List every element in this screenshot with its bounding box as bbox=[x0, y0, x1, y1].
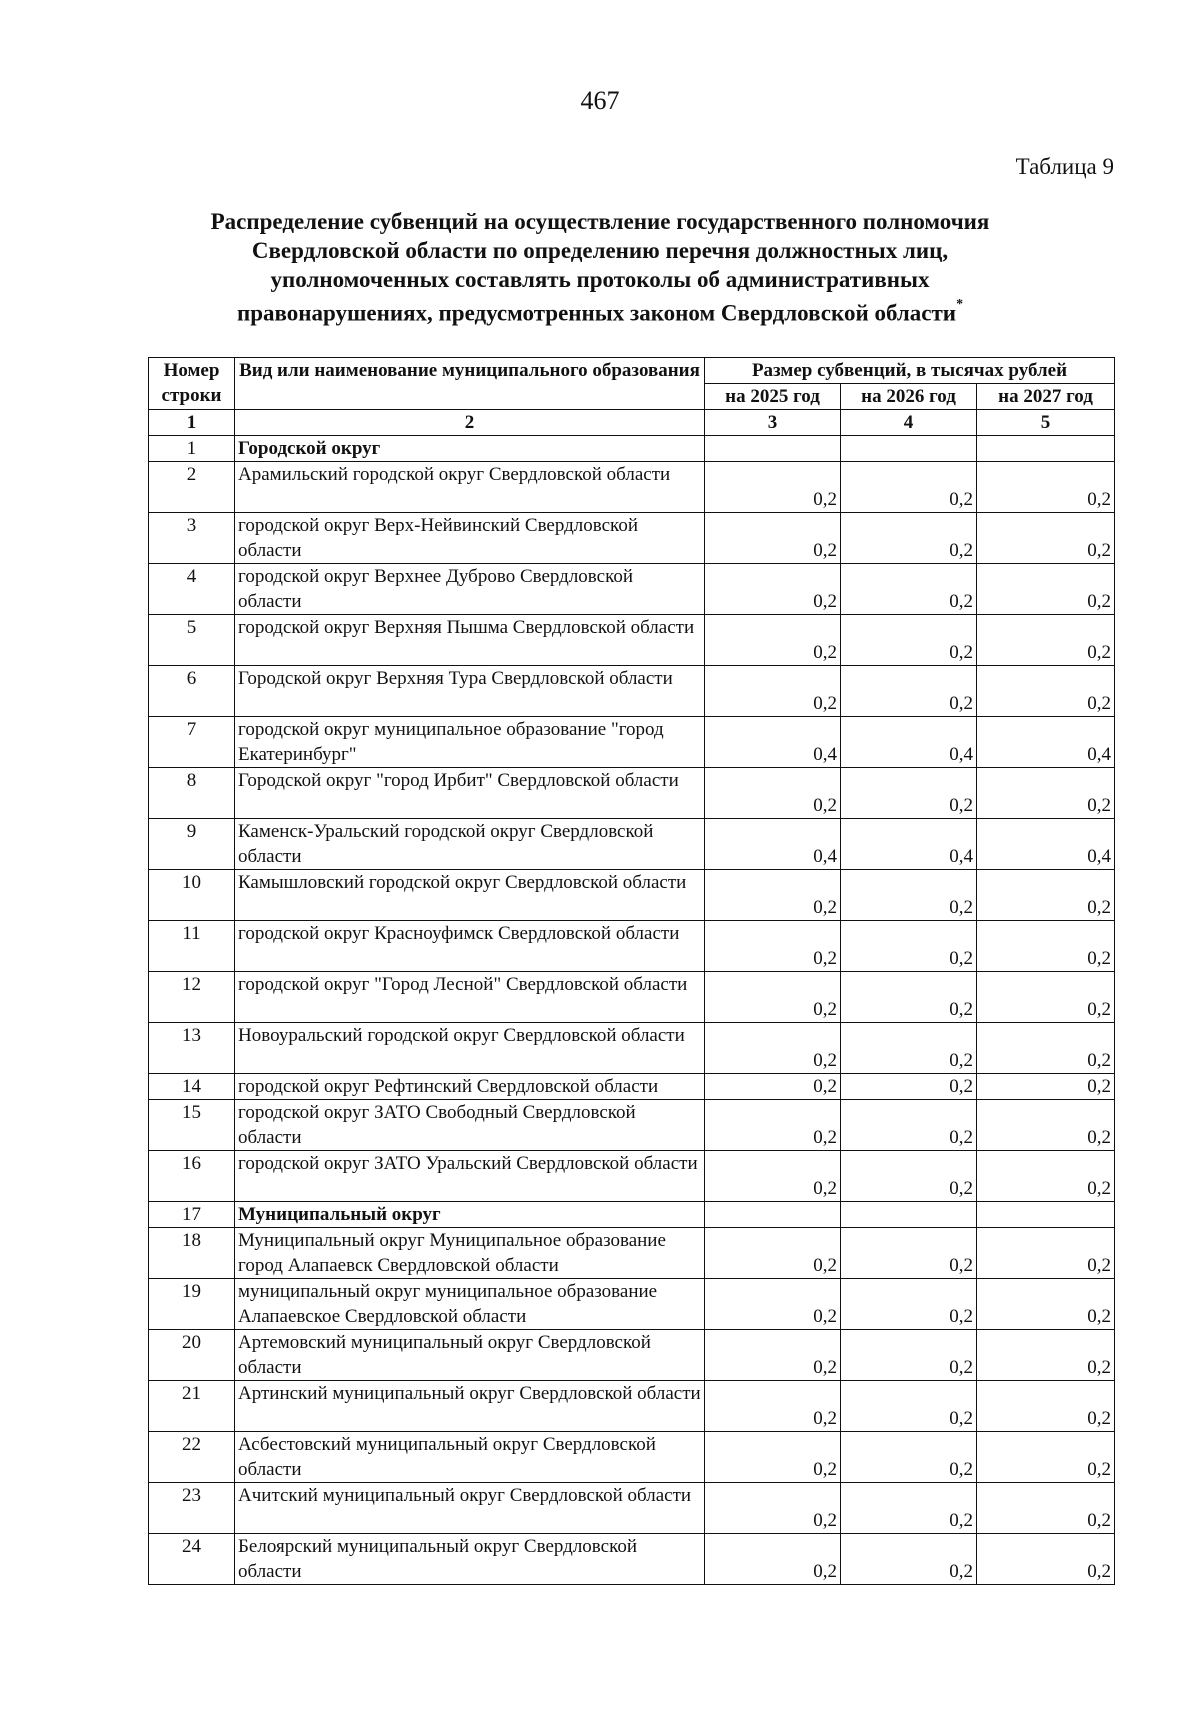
row-number-cell: 5 bbox=[149, 615, 235, 666]
section-row bbox=[149, 436, 1115, 462]
table-row bbox=[149, 972, 1115, 1023]
table-row bbox=[149, 717, 1115, 768]
column-number: 1 bbox=[149, 410, 235, 436]
amount-2027-cell: 0,2 bbox=[977, 1432, 1115, 1483]
municipality-name-cell: Городской округ Верхняя Тура Свердловской области bbox=[235, 666, 705, 717]
municipality-name-cell: Муниципальный округ bbox=[235, 1202, 705, 1228]
municipality-name-cell: Городской округ bbox=[235, 436, 705, 462]
title-line-1: Распределение субвенций на осуществление государственного полномочия bbox=[210, 209, 990, 234]
amount-2026-cell: 0,2 bbox=[841, 1279, 977, 1330]
row-number-cell: 22 bbox=[149, 1432, 235, 1483]
header-name: Вид или наименование муниципального образования bbox=[235, 358, 705, 410]
row-number-cell: 13 bbox=[149, 1023, 235, 1074]
amount-2025-cell: 0,2 bbox=[705, 1023, 841, 1074]
row-number-cell: 11 bbox=[149, 921, 235, 972]
amount-2027-cell: 0,2 bbox=[977, 1100, 1115, 1151]
row-number-cell: 6 bbox=[149, 666, 235, 717]
amount-2025-cell: 0,2 bbox=[705, 1279, 841, 1330]
amount-2027-cell bbox=[977, 436, 1115, 462]
municipality-name-cell: городской округ муниципальное образование "город Екатеринбург" bbox=[235, 717, 705, 768]
column-number: 3 bbox=[705, 410, 841, 436]
row-number-cell: 8 bbox=[149, 768, 235, 819]
table-row bbox=[149, 1279, 1115, 1330]
amount-2027-cell: 0,2 bbox=[977, 1483, 1115, 1534]
amount-2025-cell: 0,2 bbox=[705, 870, 841, 921]
amount-2027-cell: 0,2 bbox=[977, 462, 1115, 513]
municipality-name-cell: Арамильский городской округ Свердловской области bbox=[235, 462, 705, 513]
subvention-table bbox=[148, 357, 1115, 1585]
row-number-cell: 7 bbox=[149, 717, 235, 768]
table-row bbox=[149, 870, 1115, 921]
title-line-2: Свердловской области по определению перечня должностных лиц, bbox=[251, 238, 949, 263]
title-line-3: уполномоченных составлять протоколы об административных bbox=[270, 267, 930, 292]
amount-2027-cell: 0,2 bbox=[977, 1381, 1115, 1432]
amount-2027-cell: 0,2 bbox=[977, 921, 1115, 972]
municipality-name-cell: Белоярский муниципальный округ Свердловской области bbox=[235, 1534, 705, 1585]
amount-2027-cell: 0,2 bbox=[977, 870, 1115, 921]
amount-2026-cell: 0,2 bbox=[841, 1100, 977, 1151]
row-number-cell: 9 bbox=[149, 819, 235, 870]
amount-2026-cell: 0,2 bbox=[841, 666, 977, 717]
amount-2026-cell: 0,2 bbox=[841, 564, 977, 615]
amount-2025-cell: 0,2 bbox=[705, 666, 841, 717]
municipality-name-cell: городской округ Верх-Нейвинский Свердловской области bbox=[235, 513, 705, 564]
amount-2025-cell: 0,2 bbox=[705, 1100, 841, 1151]
header-year-2026: на 2026 год bbox=[841, 384, 977, 410]
amount-2025-cell: 0,2 bbox=[705, 1534, 841, 1585]
amount-2025-cell: 0,2 bbox=[705, 921, 841, 972]
amount-2025-cell: 0,4 bbox=[705, 819, 841, 870]
amount-2025-cell: 0,2 bbox=[705, 1432, 841, 1483]
amount-2026-cell: 0,2 bbox=[841, 1228, 977, 1279]
row-number-cell: 3 bbox=[149, 513, 235, 564]
amount-2026-cell bbox=[841, 1202, 977, 1228]
table-row bbox=[149, 1534, 1115, 1585]
amount-2026-cell: 0,2 bbox=[841, 768, 977, 819]
municipality-name-cell: Камышловский городской округ Свердловской области bbox=[235, 870, 705, 921]
table-row bbox=[149, 1228, 1115, 1279]
amount-2027-cell: 0,2 bbox=[977, 1074, 1115, 1100]
table-row bbox=[149, 1074, 1115, 1100]
municipality-name-cell: городской округ ЗАТО Свободный Свердловской области bbox=[235, 1100, 705, 1151]
municipality-name-cell: Городской округ "город Ирбит" Свердловской области bbox=[235, 768, 705, 819]
row-number-cell: 15 bbox=[149, 1100, 235, 1151]
title-footnote-mark: * bbox=[956, 297, 964, 312]
amount-2026-cell: 0,4 bbox=[841, 717, 977, 768]
table-row bbox=[149, 1381, 1115, 1432]
row-number-cell: 21 bbox=[149, 1381, 235, 1432]
row-number-cell: 20 bbox=[149, 1330, 235, 1381]
amount-2026-cell: 0,2 bbox=[841, 513, 977, 564]
amount-2027-cell: 0,4 bbox=[977, 819, 1115, 870]
amount-2026-cell: 0,2 bbox=[841, 462, 977, 513]
amount-2026-cell: 0,4 bbox=[841, 819, 977, 870]
amount-2027-cell: 0,2 bbox=[977, 666, 1115, 717]
row-number-cell: 17 bbox=[149, 1202, 235, 1228]
amount-2027-cell: 0,2 bbox=[977, 1534, 1115, 1585]
municipality-name-cell: городской округ Красноуфимск Свердловской области bbox=[235, 921, 705, 972]
header-year-2027: на 2027 год bbox=[977, 384, 1115, 410]
section-row bbox=[149, 1202, 1115, 1228]
amount-2025-cell: 0,2 bbox=[705, 462, 841, 513]
amount-2025-cell: 0,2 bbox=[705, 513, 841, 564]
column-number: 2 bbox=[235, 410, 705, 436]
table-row bbox=[149, 921, 1115, 972]
amount-2027-cell: 0,2 bbox=[977, 1023, 1115, 1074]
table-body bbox=[149, 436, 1115, 1585]
row-number-cell: 23 bbox=[149, 1483, 235, 1534]
amount-2026-cell: 0,2 bbox=[841, 1023, 977, 1074]
amount-2027-cell: 0,2 bbox=[977, 615, 1115, 666]
column-number: 4 bbox=[841, 410, 977, 436]
header-row-number: Номер строки bbox=[149, 358, 235, 410]
table-row bbox=[149, 1432, 1115, 1483]
municipality-name-cell: Ачитский муниципальный округ Свердловской области bbox=[235, 1483, 705, 1534]
amount-2026-cell: 0,2 bbox=[841, 870, 977, 921]
column-number: 5 bbox=[977, 410, 1115, 436]
row-number-cell: 24 bbox=[149, 1534, 235, 1585]
amount-2025-cell: 0,2 bbox=[705, 1228, 841, 1279]
municipality-name-cell: муниципальный округ муниципальное образование Алапаевское Свердловской области bbox=[235, 1279, 705, 1330]
table-row bbox=[149, 615, 1115, 666]
amount-2025-cell: 0,2 bbox=[705, 1381, 841, 1432]
row-number-cell: 2 bbox=[149, 462, 235, 513]
amount-2025-cell: 0,2 bbox=[705, 1074, 841, 1100]
table-row bbox=[149, 768, 1115, 819]
table-row bbox=[149, 564, 1115, 615]
amount-2025-cell: 0,2 bbox=[705, 1151, 841, 1202]
amount-2027-cell: 0,2 bbox=[977, 1330, 1115, 1381]
header-amount-group: Размер субвенций, в тысячах рублей bbox=[705, 358, 1115, 384]
amount-2026-cell: 0,2 bbox=[841, 1483, 977, 1534]
amount-2027-cell: 0,4 bbox=[977, 717, 1115, 768]
amount-2027-cell: 0,2 bbox=[977, 1279, 1115, 1330]
amount-2025-cell: 0,2 bbox=[705, 1330, 841, 1381]
municipality-name-cell: Асбестовский муниципальный округ Свердловской области bbox=[235, 1432, 705, 1483]
amount-2026-cell: 0,2 bbox=[841, 1381, 977, 1432]
row-number-cell: 18 bbox=[149, 1228, 235, 1279]
table-row bbox=[149, 1023, 1115, 1074]
amount-2025-cell bbox=[705, 1202, 841, 1228]
table-row bbox=[149, 513, 1115, 564]
amount-2027-cell: 0,2 bbox=[977, 972, 1115, 1023]
row-number-cell: 12 bbox=[149, 972, 235, 1023]
row-number-cell: 4 bbox=[149, 564, 235, 615]
amount-2027-cell: 0,2 bbox=[977, 768, 1115, 819]
amount-2025-cell: 0,2 bbox=[705, 615, 841, 666]
amount-2026-cell bbox=[841, 436, 977, 462]
page-number: 467 bbox=[580, 86, 620, 115]
municipality-name-cell: городской округ Рефтинский Свердловской области bbox=[235, 1074, 705, 1100]
amount-2025-cell: 0,2 bbox=[705, 768, 841, 819]
municipality-name-cell: Артемовский муниципальный округ Свердловской области bbox=[235, 1330, 705, 1381]
municipality-name-cell: городской округ "Город Лесной" Свердловской области bbox=[235, 972, 705, 1023]
table-row bbox=[149, 1330, 1115, 1381]
amount-2026-cell: 0,2 bbox=[841, 1432, 977, 1483]
table-row bbox=[149, 1151, 1115, 1202]
amount-2026-cell: 0,2 bbox=[841, 972, 977, 1023]
amount-2027-cell: 0,2 bbox=[977, 564, 1115, 615]
amount-2025-cell: 0,2 bbox=[705, 972, 841, 1023]
amount-2026-cell: 0,2 bbox=[841, 921, 977, 972]
amount-2025-cell: 0,2 bbox=[705, 564, 841, 615]
municipality-name-cell: Артинский муниципальный округ Свердловской области bbox=[235, 1381, 705, 1432]
document-title bbox=[150, 207, 1050, 328]
table-row bbox=[149, 462, 1115, 513]
amount-2025-cell: 0,4 bbox=[705, 717, 841, 768]
municipality-name-cell: городской округ Верхняя Пышма Свердловской области bbox=[235, 615, 705, 666]
municipality-name-cell: Каменск-Уральский городской округ Свердловской области bbox=[235, 819, 705, 870]
municipality-name-cell: городской округ ЗАТО Уральский Свердловской области bbox=[235, 1151, 705, 1202]
title-line-4-text: правонарушениях, предусмотренных законом Свердловской области bbox=[236, 300, 957, 326]
table-row bbox=[149, 819, 1115, 870]
amount-2026-cell: 0,2 bbox=[841, 1074, 977, 1100]
amount-2026-cell: 0,2 bbox=[841, 615, 977, 666]
table-row bbox=[149, 1100, 1115, 1151]
row-number-cell: 16 bbox=[149, 1151, 235, 1202]
amount-2027-cell: 0,2 bbox=[977, 1228, 1115, 1279]
amount-2026-cell: 0,2 bbox=[841, 1534, 977, 1585]
row-number-cell: 1 bbox=[149, 436, 235, 462]
title-line-4 bbox=[150, 294, 1050, 328]
header-year-2025: на 2025 год bbox=[705, 384, 841, 410]
table-row bbox=[149, 1483, 1115, 1534]
municipality-name-cell: Муниципальный округ Муниципальное образование город Алапаевск Свердловской области bbox=[235, 1228, 705, 1279]
table-row bbox=[149, 666, 1115, 717]
amount-2027-cell: 0,2 bbox=[977, 1151, 1115, 1202]
municipality-name-cell: Новоуральский городской округ Свердловской области bbox=[235, 1023, 705, 1074]
row-number-cell: 14 bbox=[149, 1074, 235, 1100]
row-number-cell: 10 bbox=[149, 870, 235, 921]
municipality-name-cell: городской округ Верхнее Дуброво Свердловской области bbox=[235, 564, 705, 615]
amount-2026-cell: 0,2 bbox=[841, 1151, 977, 1202]
amount-2025-cell bbox=[705, 436, 841, 462]
amount-2026-cell: 0,2 bbox=[841, 1330, 977, 1381]
amount-2027-cell: 0,2 bbox=[977, 513, 1115, 564]
row-number-cell: 19 bbox=[149, 1279, 235, 1330]
table-label: Таблица 9 bbox=[1015, 154, 1114, 179]
amount-2027-cell bbox=[977, 1202, 1115, 1228]
amount-2025-cell: 0,2 bbox=[705, 1483, 841, 1534]
